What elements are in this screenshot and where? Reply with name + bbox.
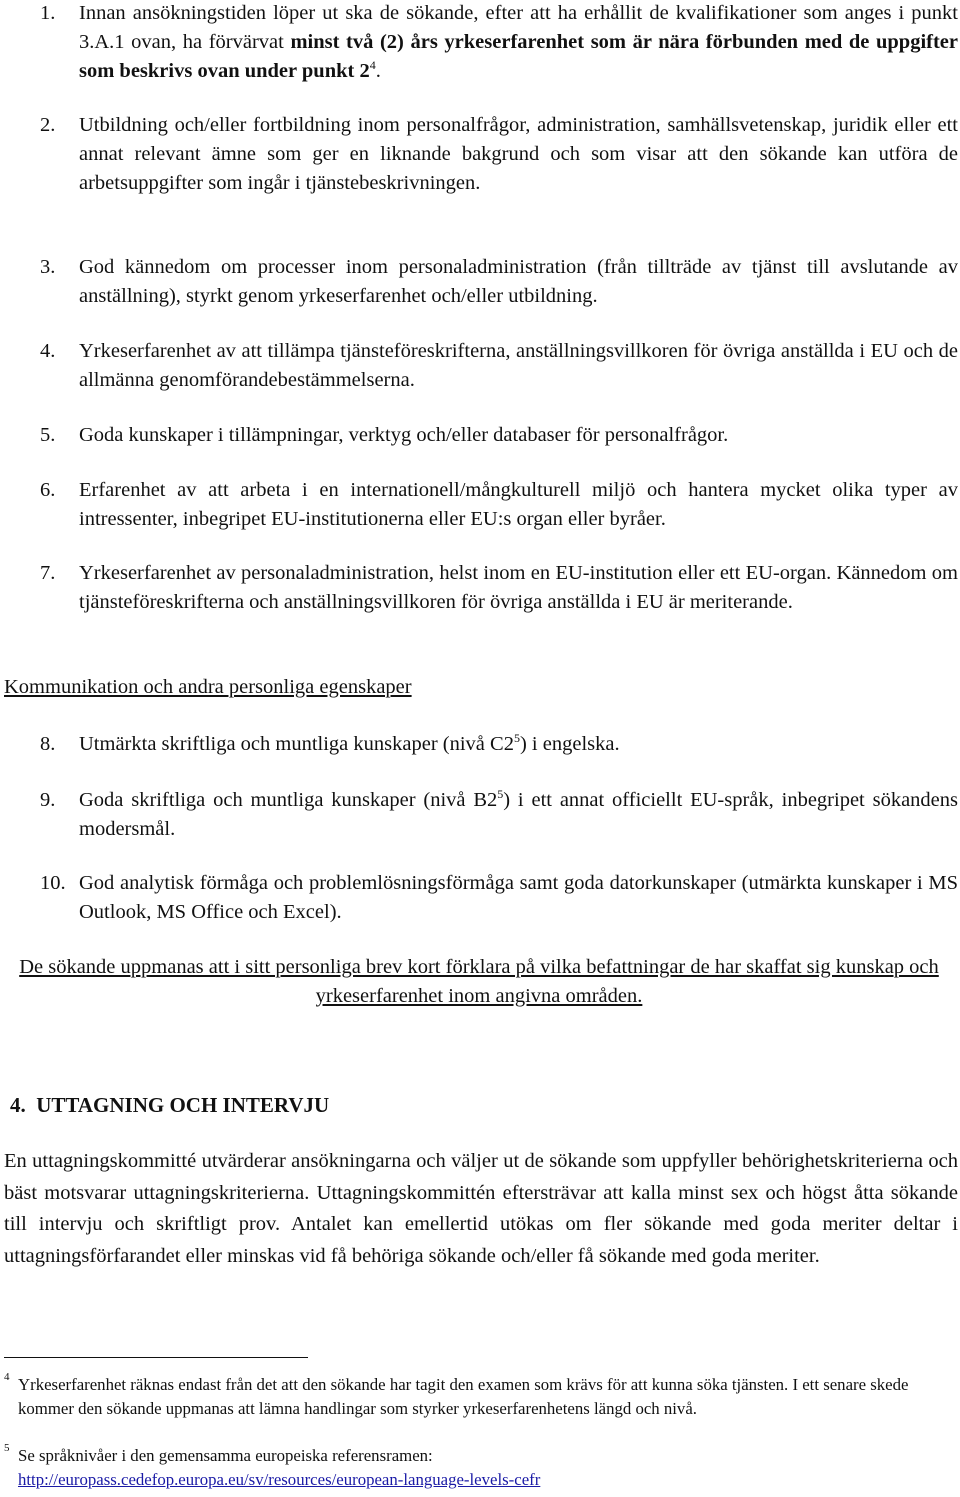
- criterion-number: 1.: [40, 2, 56, 24]
- criterion-text-normal: Utmärkta skriftliga och muntliga kunskaper (nivå C2: [79, 733, 514, 755]
- footnote-ref: 5: [497, 787, 504, 801]
- criterion-text: [79, 0, 958, 86]
- section-heading: 4. UTTAGNING OCH INTERVJU: [10, 1093, 330, 1117]
- criterion-text-end: ) i ett annat officiellt EU-språk, inbegripet sökandens modersmål.: [79, 789, 958, 840]
- criterion-text-normal: Innan ansökningstiden löper ut ska de sökande, efter att ha erhållit de kvalifikationer som anges i punkt 3.A.1 ovan, ha förvärvat: [79, 2, 958, 53]
- footnote-text: Yrkeserfarenhet räknas endast från det att den sökande har tagit den examen som krävs för att kunna söka tjänsten. I ett senare skede kommer den sökande uppmanas att lämna handlingar som styrker yrkeserfarenhetens längd och nivå.: [18, 1375, 909, 1418]
- footnote-ref: 5: [513, 731, 520, 745]
- section-body: En uttagningskommitté utvärderar ansökningarna och väljer ut de sökande som uppfyller behörighetskriterierna och bäst motsvarar uttagningskriterierna. Uttagningskommittén eftersträvar att kalla minst sex och högst åtta sökande till intervju och skriftligt prov. Antalet kan emellertid utökas om fler sökande med goda meriter deltar i uttagningsförfarandet eller minskas vid få behöriga sökande och/eller få sökande med goda meriter.: [4, 1150, 958, 1267]
- footnote-number: 5: [4, 1442, 10, 1454]
- criterion-text: Goda kunskaper i tillämpningar, verktyg och/eller databaser för personalfrågor.: [79, 424, 729, 446]
- criterion-number: 2.: [40, 114, 56, 136]
- cefr-link[interactable]: http://europass.cedefop.europa.eu/sv/resources/european-language-levels-cefr: [18, 1469, 541, 1489]
- footnote-number: 4: [4, 1371, 10, 1383]
- footnote-text: [4, 1444, 940, 1491]
- criterion-text: Erfarenhet av att arbeta i en internationell/mångkulturell miljö och hantera mycket olika typer av intressenter, inbegripet EU-institutionerna eller EU:s organ eller byråer.: [79, 479, 958, 530]
- criterion-text: Yrkeserfarenhet av personaladministration, helst inom en EU-institution eller ett EU-organ. Kännedom om tjänsteföreskrifterna och anställningsvillkoren för övriga anställda i EU är meriterande.: [79, 562, 958, 613]
- criterion-number: 4.: [40, 340, 56, 362]
- criterion-text-end: .: [375, 60, 381, 82]
- footnote: [4, 1373, 940, 1420]
- criterion-number: 9.: [40, 789, 56, 811]
- criterion-text: [79, 730, 958, 759]
- cover-letter-note: De sökande uppmanas att i sitt personliga brev kort förklara på vilka befattningar de har skaffat sig kunskap och yrkeserfarenhet inom angivna områden.: [19, 956, 939, 1007]
- criterion-text: Yrkeserfarenhet av att tillämpa tjänsteföreskrifterna, anställningsvillkoren för övriga anställda i EU och de allmänna genomförandebestämmelserna.: [79, 340, 958, 391]
- criterion-number: 10.: [40, 872, 66, 894]
- criterion-number: 8.: [40, 733, 56, 755]
- criterion-text-normal: Goda skriftliga och muntliga kunskaper (nivå B2: [79, 789, 498, 811]
- footnote-ref: 4: [369, 58, 376, 72]
- criterion-text-end: ) i engelska.: [519, 733, 620, 755]
- criterion-number: 7.: [40, 562, 56, 584]
- criterion-text: God analytisk förmåga och problemlösningsförmåga samt goda datorkunskaper (utmärkta kunskaper i MS Outlook, MS Office och Excel).: [79, 872, 958, 923]
- footnote: [4, 1444, 940, 1491]
- footnote-separator: [4, 1357, 308, 1358]
- criterion-text: [79, 786, 958, 844]
- footnote-text-line: Se språknivåer i den gemensamma europeiska referensramen:: [18, 1446, 433, 1465]
- criterion-number: 5.: [40, 424, 56, 446]
- criterion-text: God kännedom om processer inom personaladministration (från tillträde av tjänst till avslutande av anställning), styrkt genom yrkeserfarenhet och/eller utbildning.: [79, 256, 958, 307]
- criterion-number: 3.: [40, 256, 56, 278]
- criterion-text: Utbildning och/eller fortbildning inom personalfrågor, administration, samhällsvetenskap, juridik eller ett annat relevant ämne som ger en liknande bakgrund och som visar att den sökande kan utföra de arbetsuppgifter som ingår i tjänstebeskrivningen.: [79, 114, 958, 194]
- criterion-number: 6.: [40, 479, 56, 501]
- subsection-heading: Kommunikation och andra personliga egenskaper: [4, 676, 412, 698]
- criterion-text-bold: minst två (2) års yrkeserfarenhet som är nära förbunden med de uppgifter som beskrivs ovan under punkt 2: [79, 31, 958, 82]
